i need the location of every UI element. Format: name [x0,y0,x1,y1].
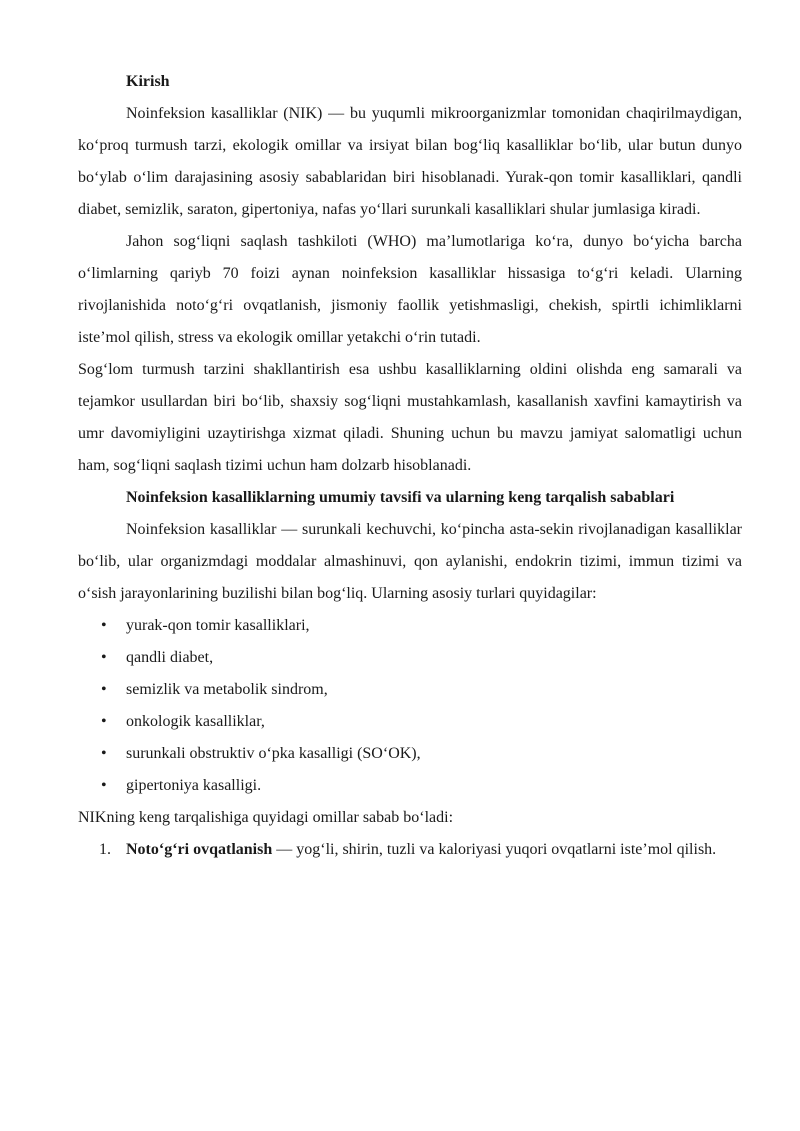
section-heading: Noinfeksion kasalliklarning umumiy tavsifi va ularning keng tarqalish sabablari [126,489,675,506]
item-number: 1. [99,841,111,858]
list-item-text: surunkali obstruktiv o‘pka kasalligi (SO‘OK), [126,745,421,762]
bullet-icon: • [101,713,107,730]
bullet-icon: • [101,617,107,634]
list-item [78,706,742,738]
paragraph-3: Sog‘lom turmush tarzini shakllantirish esa ushbu kasalliklarning oldini olishda eng samarali va tejamkor usullardan biri bo‘lib, shaxsiy sog‘liqni mustahkamlash, kasallanish xavfini kamaytirish va umr davomiyligini uzaytirishga xizmat qiladi. Shuning uchun bu mavzu jamiyat salomatligi uchun ham, sog‘liqni saqlash tizimi uchun ham dolzarb hisoblanadi. [78,361,742,474]
bullet-icon: • [101,681,107,698]
list-item [78,642,742,674]
item-description: — yog‘li, shirin, tuzli va kaloriyasi yuqori ovqatlarni iste’mol qilish. [272,841,717,858]
bullet-icon: • [101,745,107,762]
paragraph-2: Jahon sog‘liqni saqlash tashkiloti (WHO) ma’lumotlariga ko‘ra, dunyo bo‘yicha barcha o‘limlarning qariyb 70 foizi aynan noinfeksion kasalliklar hissasiga to‘g‘ri keladi. Ularning rivojlanishida noto‘g‘ri ovqatlanish, jismoniy faollik yetishmasligi, chekish, spirtli ichimliklarni iste’mol qilish, stress va ekologik omillar yetakchi o‘rin tutadi. [78,233,742,346]
list-item-text: semizlik va metabolik sindrom, [126,681,328,698]
list-item [78,770,742,802]
causes-list [78,834,742,866]
list-item-text: onkologik kasalliklar, [126,713,265,730]
bullet-icon: • [101,777,107,794]
heading-intro: Kirish [126,73,170,90]
disease-type-list [78,610,742,802]
list-item [78,610,742,642]
bullet-icon: • [101,649,107,666]
numbered-item [78,834,742,866]
list-item-text: qandli diabet, [126,649,214,666]
list-item [78,738,742,770]
list-item [78,674,742,706]
paragraph-5: NIKning keng tarqalishiga quyidagi omillar sabab bo‘ladi: [78,809,454,826]
paragraph-1: Noinfeksion kasalliklar (NIK) — bu yuqumli mikroorganizmlar tomonidan chaqirilmaydigan, ko‘proq turmush tarzi, ekologik omillar va irsiyat bilan bog‘liq kasalliklar bo‘lib, ular butun dunyo bo‘ylab o‘lim darajasining asosiy sabablaridan biri hisoblanadi. Yurak-qon tomir kasalliklari, qandli diabet, semizlik, saraton, gipertoniya, nafas yo‘llari surunkali kasalliklari shular jumlasiga kiradi. [78,105,742,218]
item-term: Noto‘g‘ri ovqatlanish [126,841,273,858]
list-item-text: gipertoniya kasalligi. [126,777,262,794]
paragraph-4: Noinfeksion kasalliklar — surunkali kechuvchi, ko‘pincha asta-sekin rivojlanadigan kasalliklar bo‘lib, ular organizmdagi moddalar almashinuvi, qon aylanishi, endokrin tizimi, immun tizimi va o‘sish jarayonlarining buzilishi bilan bog‘liq. Ularning asosiy turlari quyidagilar: [78,521,742,602]
list-item-text: yurak-qon tomir kasalliklari, [126,617,310,634]
